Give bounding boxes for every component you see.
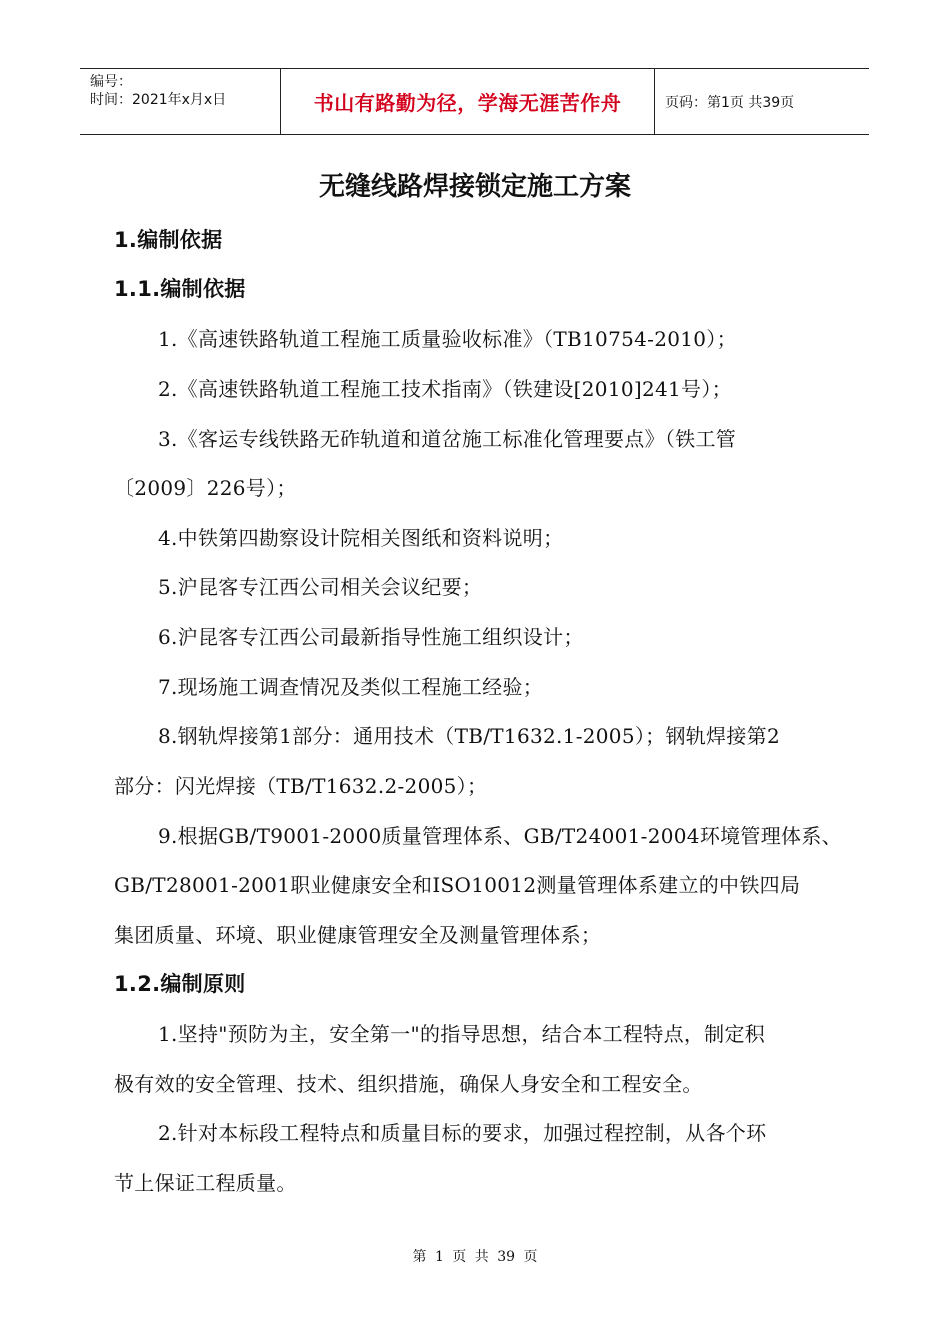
basis-item-8: 8.钢轨焊接第1部分：通用技术（TB/T1632.1-2005）；钢轨焊接第2 [158,724,780,748]
header-motto: 书山有路勤为径，学海无涯苦作舟 [281,69,655,134]
document-number-label: 编号： [90,74,132,90]
basis-item-3-cont: 〔2009〕226号）； [114,476,297,500]
basis-item-9-cont-2: 集团质量、环境、职业健康管理安全及测量管理体系； [114,923,602,947]
principle-item-1-cont: 极有效的安全管理、技术、组织措施，确保人身安全和工程安全。 [114,1072,703,1096]
subsection-heading: 1.2.编制原则 [114,972,246,996]
document-time-label: 时间：2021年x月x日 [90,92,227,108]
header-meta [80,69,281,134]
basis-item-9-cont-1: GB/T28001-2001职业健康安全和ISO10012测量管理体系建立的中铁四局 [114,873,801,897]
basis-item-9: 9.根据GB/T9001-2000质量管理体系、GB/T24001-2004环境管理体系、 [158,824,842,848]
basis-item-1: 1.《高速铁路轨道工程施工质量验收标准》（TB10754-2010）； [158,327,737,351]
basis-item-7: 7.现场施工调查情况及类似工程施工经验； [158,675,544,699]
principle-item-2: 2.针对本标段工程特点和质量目标的要求，加强过程控制，从各个环 [158,1121,767,1145]
principle-item-2-cont: 节上保证工程质量。 [114,1171,297,1195]
basis-item-5: 5.沪昆客专江西公司相关会议纪要； [158,575,483,599]
basis-item-4: 4.中铁第四勘察设计院相关图纸和资料说明； [158,526,564,550]
subsection-heading: 1.1.编制依据 [114,277,246,301]
principle-item-1: 1.坚持"预防为主，安全第一"的指导思想，结合本工程特点，制定积 [158,1022,766,1046]
basis-item-3: 3.《客运专线铁路无砟轨道和道岔施工标准化管理要点》（铁工管 [158,427,737,451]
basis-item-8-cont: 部分：闪光焊接（TB/T1632.2-2005）； [114,774,488,798]
header-page-label: 页码：第1页 共39页 [665,94,795,111]
section-heading: 1.编制依据 [114,228,223,252]
basis-item-6: 6.沪昆客专江西公司最新指导性施工组织设计； [158,625,584,649]
document-title: 无缝线路焊接锁定施工方案 [318,172,631,202]
basis-item-2: 2.《高速铁路轨道工程施工技术指南》（铁建设[2010]241号）； [158,377,732,401]
page-footer: 第 1 页 共 39 页 [412,1249,538,1265]
document-header [80,68,869,135]
